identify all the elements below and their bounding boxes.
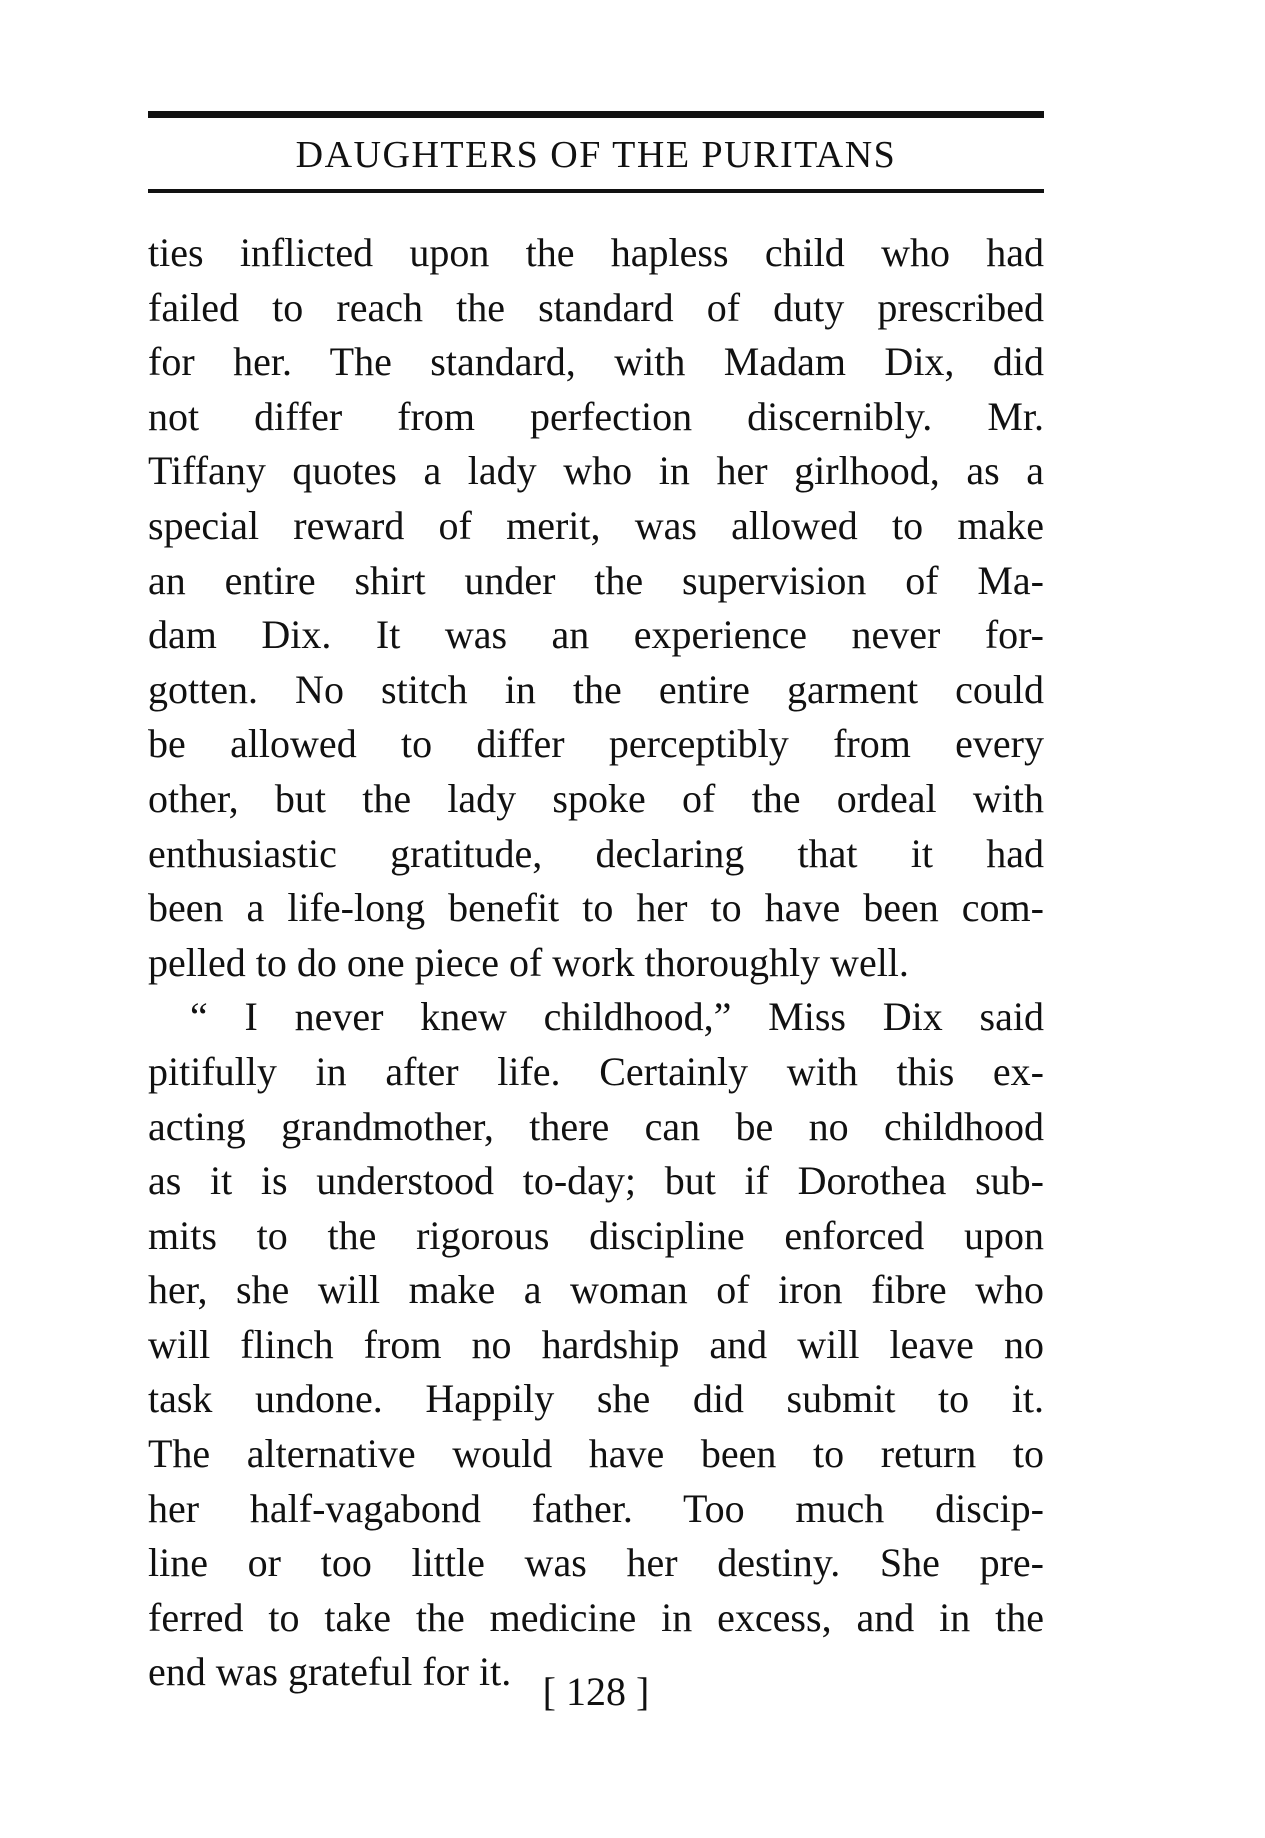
text-line: line or too little was her destiny. She pre- — [148, 1540, 1044, 1586]
text-line: not differ from perfection discernibly. Mr. — [148, 393, 1044, 439]
text-line: an entire shirt under the supervision of Ma- — [148, 557, 1044, 603]
text-line: The alternative would have been to return to — [148, 1431, 1044, 1477]
page-number: [ 128 ] — [542, 1669, 650, 1714]
text-line: failed to reach the standard of duty prescribed — [148, 284, 1044, 330]
text-line: her half-vagabond father. Too much discip- — [148, 1485, 1044, 1531]
text-line: enthusiastic gratitude, declaring that it had — [148, 830, 1044, 876]
text-line: be allowed to differ perceptibly from every — [148, 721, 1044, 767]
text-line: end was grateful for it. — [148, 1649, 512, 1695]
text-line: will flinch from no hardship and will leave no — [148, 1321, 1044, 1367]
text-line: gotten. No stitch in the entire garment could — [148, 666, 1044, 712]
text-line: her, she will make a woman of iron fibre who — [148, 1267, 1044, 1313]
text-line: dam Dix. It was an experience never for- — [148, 612, 1044, 658]
text-line: task undone. Happily she did submit to it. — [148, 1376, 1044, 1422]
text-line: acting grandmother, there can be no childhood — [148, 1103, 1044, 1149]
text-line: pelled to do one piece of work thoroughly well. — [148, 939, 909, 985]
text-line: pitifully in after life. Certainly with this ex- — [148, 1048, 1044, 1094]
text-line: mits to the rigorous discipline enforced upon — [148, 1212, 1044, 1258]
text-line: ferred to take the medicine in excess, and in the — [148, 1594, 1044, 1640]
header-top-rule — [148, 111, 1044, 118]
text-line: ties inflicted upon the hapless child who had — [148, 230, 1044, 275]
body-text — [148, 226, 1044, 1700]
text-line: “ I never knew childhood,” Miss Dix said — [190, 994, 1044, 1040]
header-bottom-rule — [148, 189, 1044, 193]
text-line: other, but the lady spoke of the ordeal with — [148, 775, 1044, 821]
text-line: as it is understood to-day; but if Dorothea sub- — [148, 1158, 1044, 1204]
text-line: Tiffany quotes a lady who in her girlhood, as a — [148, 448, 1044, 494]
text-line: for her. The standard, with Madam Dix, did — [148, 339, 1044, 385]
text-line: been a life-long benefit to her to have been com- — [148, 885, 1044, 931]
text-line: special reward of merit, was allowed to make — [148, 502, 1044, 548]
running-head: DAUGHTERS OF THE PURITANS — [295, 134, 897, 176]
